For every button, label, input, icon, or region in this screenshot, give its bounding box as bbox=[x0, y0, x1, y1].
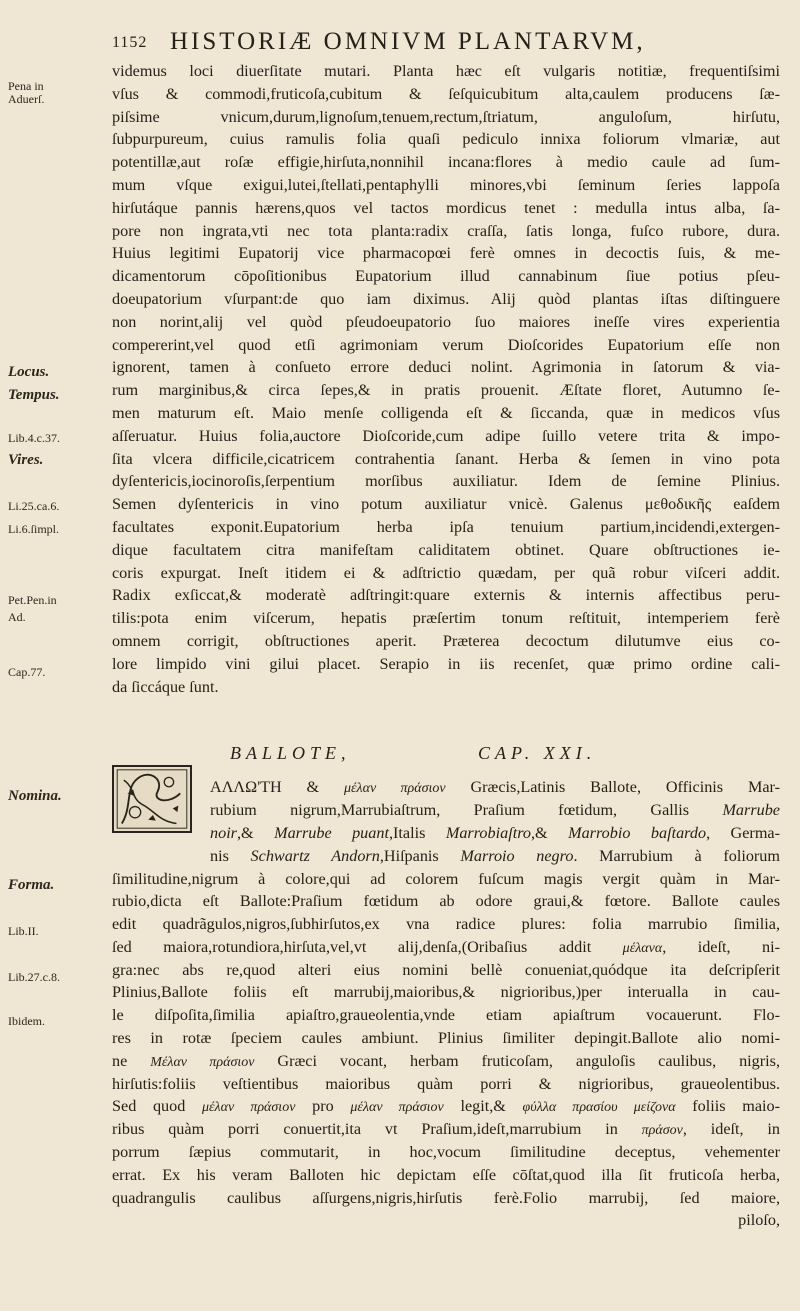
text-line: vſus & commodi,fruticoſa,cubitum & ſeſquicubitum alta,caulem producens ſæ- bbox=[112, 84, 780, 103]
text-line: errat. Ex his veram Balloten hic depictam eſſe cōſtat,quod illa ſit fruticoſa herba, bbox=[112, 1165, 780, 1184]
text-line: rubium nigrum,Marrubiaſtrum, Praſium fœtidum, Gallis Marrube bbox=[210, 801, 780, 820]
text-line: Radix exſiccat,& moderatè adſtringit:quare externis & internis affectibus peru- bbox=[112, 586, 780, 605]
text-line: Sed quod μέλαν πράσιον pro μέλαν πράσιον legit,& φύλλα πρασίου μείζονα foliis maio- bbox=[112, 1097, 780, 1116]
text-line: dicamentorum cōpoſitionibus Eupatorium illud cannabinum ſiue potius pſeu- bbox=[112, 267, 780, 286]
text-line: da ſiccáque ſunt. bbox=[112, 677, 219, 696]
text-line: rubio,dicta eſt Ballote:Praſium fœtidum ab odore graui,& fœtore. Ballote caules bbox=[112, 892, 780, 911]
text-line: porrum ſæpius commutarit, in hoc,vocum ſimilitudine deceptus, vehementer bbox=[112, 1143, 780, 1162]
text-line: compererint,vel quod etſi agrimoniam verum Dioſcorides Eupatorium eſſe non bbox=[112, 335, 780, 354]
text-line: ignorent, tamen à conſueto errore deduci nolint. Agrimonia in ſatorum & via- bbox=[112, 358, 780, 377]
text-line: potentillæ,aut roſæ effigie,hirſuta,nonnihil incana:flores à medio caule ad ſum- bbox=[112, 153, 780, 172]
margin-note: Pet.Pen.in bbox=[8, 593, 57, 607]
text-line: res in rotæ ſpeciem caules ambiunt. Plinius ſimiliter depingit.Ballote alio nomi- bbox=[112, 1029, 780, 1048]
text-line: hirſutáque pannis hærens,quos vel tactos mordicus tenet : medulla intus alba, ſa- bbox=[112, 198, 780, 217]
text-line: coris expurgat. Ineſt itidem ei & adſtrictio quædam, per quã robur viſceri addit. bbox=[112, 563, 780, 582]
margin-note: Cap.77. bbox=[8, 665, 46, 679]
text-line: rum marginibus,& circa ſepes,& in pratis prouenit. Æſtate floret, Autumno ſe- bbox=[112, 381, 780, 400]
chapter-number: CAP. XXI. bbox=[478, 743, 597, 764]
margin-note: Locus. bbox=[8, 364, 50, 380]
page-number: 1152 bbox=[112, 34, 148, 51]
text-line: ribus quàm porri conuertit,ita vt Praſium,ideſt,marrubium in πράσον, ideſt, in bbox=[112, 1120, 780, 1139]
margin-note: Aduerſ. bbox=[8, 92, 45, 106]
text-line: tilis:pota enim viſcerum, hepatis præſertim tonum reſtituit, intemperiem ferè bbox=[112, 609, 780, 628]
text-line: ſita vlcera difficile,cicatricem contrahentia ſanant. Herba & ſemen in vino pota bbox=[112, 449, 780, 468]
margin-note: Ibidem. bbox=[8, 1014, 45, 1028]
margin-note: Vires. bbox=[8, 452, 44, 468]
margin-note: Nomina. bbox=[8, 788, 62, 804]
margin-note: Li.6.ſimpl. bbox=[8, 522, 59, 536]
margin-note: Lib.4.c.37. bbox=[8, 431, 60, 445]
margin-note: Tempus. bbox=[8, 387, 60, 403]
chapter-heading bbox=[112, 730, 780, 776]
text-line: Huius legitimi Eupatorij vice pharmacopœi ferè omnes in decoctis ſuis, & me- bbox=[112, 244, 780, 263]
text-line: omnem corrigit, obſtructiones aperit. Præterea decoctum dilutumve eius co- bbox=[112, 631, 780, 650]
text-line: gra:nec abs re,quod alteri eius nomini bellè conueniat,quódque ita deſcripſerit bbox=[112, 960, 780, 979]
text-line: doeupatorium vſurpant:de quo iam diximus. Alij quòd plantas iſtas diſtinguere bbox=[112, 289, 780, 308]
text-line: le diſpoſita,ſimilia apiaſtro,graueolentia,vnde etiam apiaſtrum vocauerunt. Flo- bbox=[112, 1006, 780, 1025]
text-line: men maturum eſt. Maio menſe colligenda eſt & ſiccanda, quæ in medicos vſus bbox=[112, 403, 780, 422]
text-line: Semen dyſentericis in vino potum auxiliatur vnicè. Galenus μεθοδικῆς eaſdem bbox=[112, 495, 780, 514]
running-title: HISTORIÆ OMNIVM PLANTARVM, bbox=[170, 28, 646, 55]
margin-note: Forma. bbox=[8, 877, 55, 893]
text-line: mum vſque exigui,lutei,ſtellati,pentaphylli minores,vbi ſeminum ſeries lappoſa bbox=[112, 175, 780, 194]
text-line: aſſeruatur. Huius folia,auctore Dioſcoride,cum adipe ſuillo vetere trita & impo- bbox=[112, 426, 780, 445]
text-line: nis Schwartz Andorn,Hiſpanis Marroio negro. Marrubium à foliorum bbox=[210, 846, 780, 865]
text-line: ſimilitudine,nigrum à colore,qui ad colorem fuſcum magis vergit quàm in Mar- bbox=[112, 869, 780, 888]
text-line: Plinius,Ballote foliis eſt marrubij,maioribus,& nigrioribus,)per interualla in cau- bbox=[112, 983, 780, 1002]
running-header bbox=[112, 30, 770, 60]
text-line: dyſentericis,iocinoroſis,ſerpentium morſibus auxiliatur. Idem de ſemine Plinius. bbox=[112, 472, 780, 491]
margin-note: Lib.II. bbox=[8, 924, 39, 938]
margin-note: Li.25.ca.6. bbox=[8, 499, 60, 513]
chapter-title: BALLOTE, bbox=[230, 743, 351, 764]
text-line: hirſutis:foliis veſtientibus maioribus quàm porri & nigrioribus, graueolentibus. bbox=[112, 1074, 780, 1093]
text-line: videmus loci diuerſitate mutari. Planta hæc eſt vulgaris notitiæ, frequentiſsimi bbox=[112, 62, 780, 80]
text-line: edit quadrãgulos,nigros,ſubhirſutos,ex vna radice plures: folia marrubio ſimilia, bbox=[112, 915, 780, 934]
text-line: ne Μέλαν πράσιον Græci vocant, herbam fruticoſam, anguloſis caulibus, nigris, bbox=[112, 1051, 780, 1070]
text-line: ΑΛΛΩ'ΤΗ & μέλαν πράσιον Græcis,Latinis Ballote, Officinis Mar- bbox=[210, 778, 780, 797]
margin-note: Ad. bbox=[8, 610, 26, 624]
margin-note: Pena in bbox=[8, 79, 44, 93]
text-line: ſubpurpureum, cuius ramulis folia quaſi pediculo innixa foliorum vlmariæ, aut bbox=[112, 130, 780, 149]
text-line: piſsime vnicum,durum,lignoſum,tenuem,rectum,ſtriatum, anguloſum, hirſutu, bbox=[112, 107, 780, 126]
text-line: ſed maiora,rotundiora,hirſuta,vel,vt alij,denſa,(Oribaſius addit μέλανα, ideſt, ni- bbox=[112, 937, 780, 956]
text-line: lore limpido vini gilui placet. Serapio in iis recenſet, quæ primo ordine cali- bbox=[112, 654, 780, 673]
margin-note: Lib.27.c.8. bbox=[8, 970, 60, 984]
text-line: pore non ingrata,vti nec tota planta:radix craſſa, ſatis longa, fuſco rubore, dura. bbox=[112, 221, 780, 240]
text-line: quadrangulis caulibus aſſurgens,nigris,hirſutis ferè.Folio marrubij, ſed maiore, bbox=[112, 1188, 780, 1207]
catchword-line: piloſo, bbox=[738, 1211, 780, 1230]
text-body bbox=[112, 60, 780, 1232]
text-line: facultates exponit.Eupatorium herba ipſa tenuium partium,incidendi,extergen- bbox=[112, 517, 780, 536]
text-line: noir,& Marrube puant,Italis Marrobiaſtro,& Marrobio baſtardo, Germa- bbox=[210, 823, 780, 842]
text-line: dique facultatem citra manifeſtam caliditatem obtinet. Quare obſtructiones ie- bbox=[112, 540, 780, 559]
text-line: non norint,alij vel quòd pſeudoeupatorio ſuo maiores ineſſe vires experientia bbox=[112, 312, 780, 331]
